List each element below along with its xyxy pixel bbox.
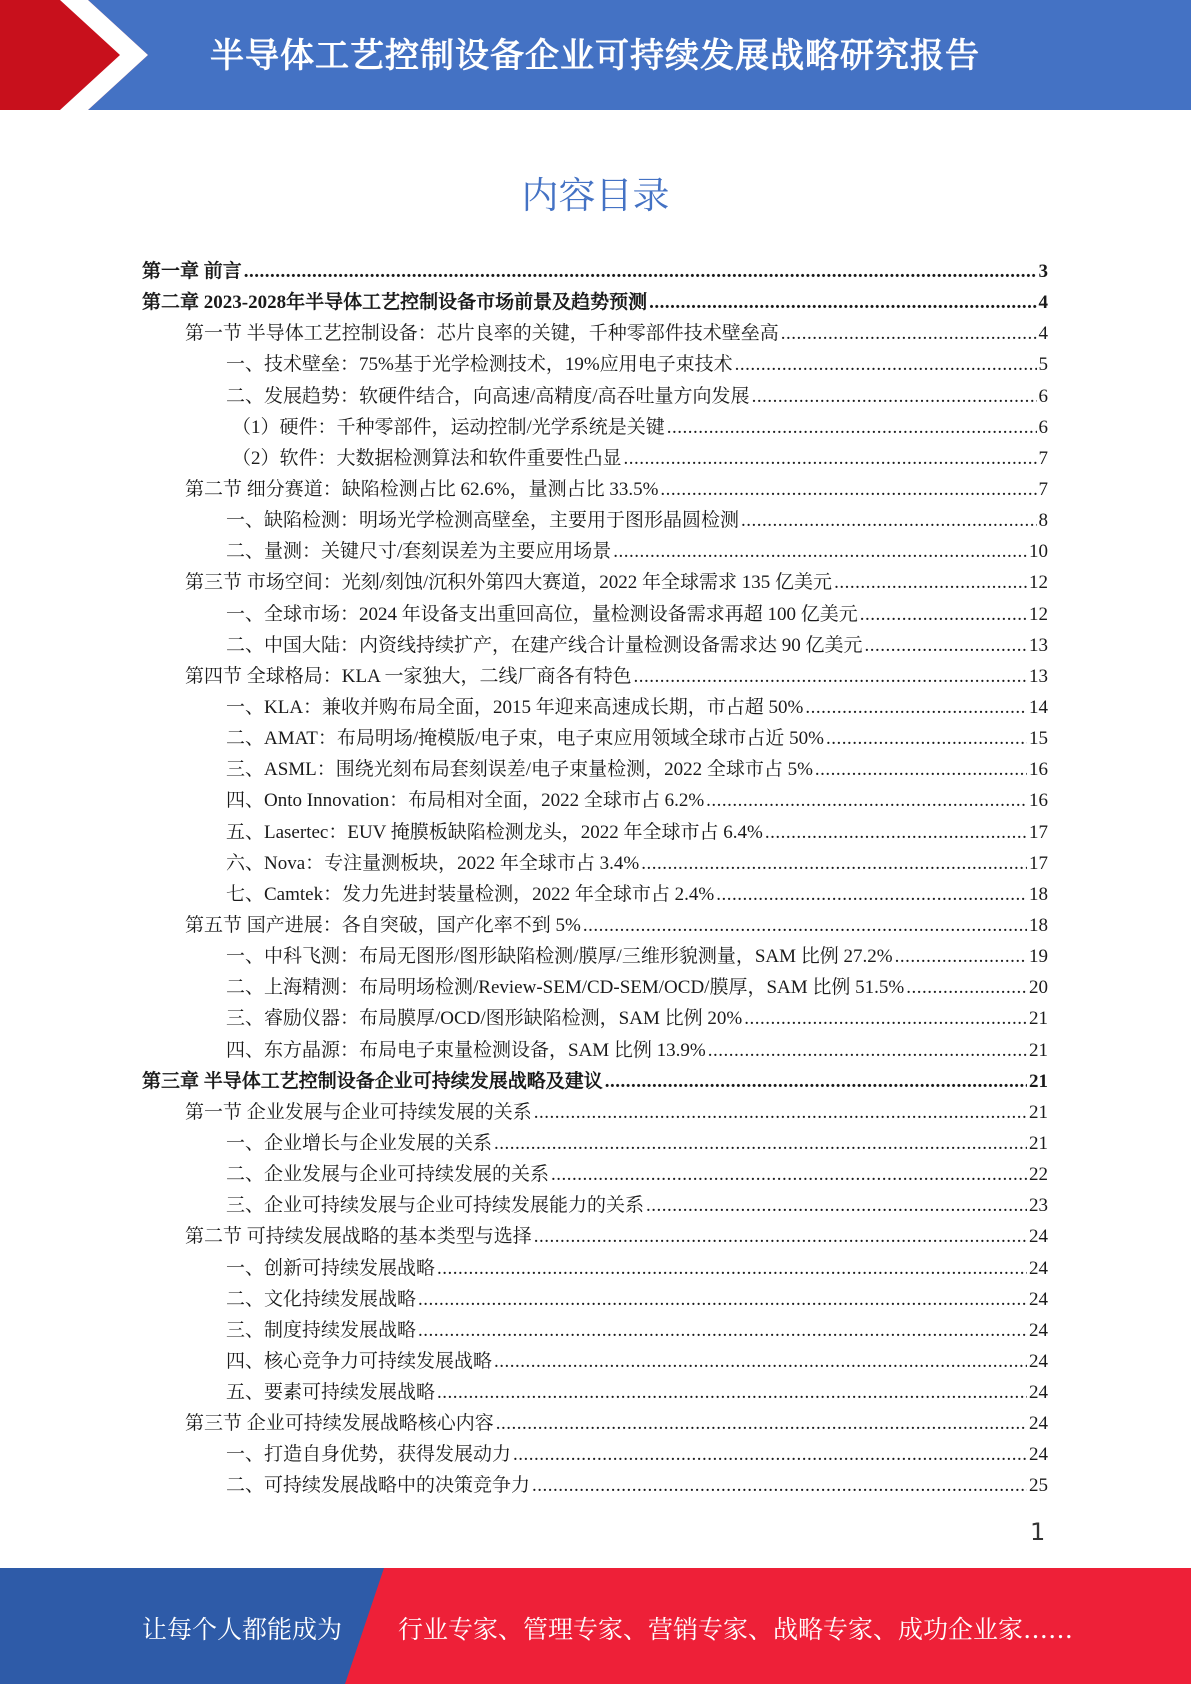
footer-slogan-left: 让每个人都能成为 (142, 1615, 343, 1644)
toc-entry-title: 一、打造自身优势，获得发展动力 (226, 1444, 512, 1466)
toc-entry-title: 第五节 国产进展：各自突破，国产化率不到 5% (185, 914, 581, 936)
toc-entry[interactable] (142, 1470, 1048, 1501)
toc-leader-dots (583, 910, 1027, 941)
toc-entry-page: 7 (1038, 447, 1048, 469)
toc-entry[interactable] (142, 567, 1048, 598)
toc-entry-title: 一、创新可持续发展战略 (226, 1257, 436, 1279)
toc-entry[interactable] (142, 630, 1048, 661)
report-title: 半导体工艺控制设备企业可持续发展战略研究报告 (210, 36, 980, 76)
toc-entry-page: 4 (1038, 323, 1048, 345)
toc-leader-dots (624, 443, 1037, 474)
toc-entry-title: 第二节 细分赛道：缺陷检测占比 62.6%，量测占比 33.5% (185, 478, 659, 500)
toc-entry-title: 四、东方晶源：布局电子束量检测设备，SAM 比例 13.9% (226, 1039, 706, 1061)
toc-entry-title: 二、量测：关键尺寸/套刻误差为主要应用场景 (226, 541, 612, 563)
toc-entry-title: 六、Nova：专注量测板块，2022 年全球市占 3.4% (226, 852, 640, 874)
toc-leader-dots (752, 381, 1037, 412)
toc-entry[interactable] (142, 412, 1048, 443)
toc-entry[interactable] (142, 1315, 1048, 1346)
toc-entry[interactable] (142, 1377, 1048, 1408)
toc-entry-title: （2）软件：大数据检测算法和软件重要性凸显 (232, 447, 622, 469)
toc-entry[interactable] (142, 1253, 1048, 1284)
toc-entry[interactable] (142, 1190, 1048, 1221)
toc-entry-page: 21 (1029, 1008, 1048, 1030)
toc-leader-dots (534, 1097, 1027, 1128)
toc-entry-title: （1）硬件：千种零部件，运动控制/光学系统是关键 (232, 416, 665, 438)
toc-entry[interactable] (142, 910, 1048, 941)
page-footer (0, 1568, 1191, 1684)
table-of-contents (142, 256, 1048, 1502)
toc-entry[interactable] (142, 723, 1048, 754)
toc-entry-title: 四、核心竞争力可持续发展战略 (226, 1350, 493, 1372)
toc-entry-page: 24 (1029, 1288, 1048, 1310)
toc-entry-page: 6 (1038, 416, 1048, 438)
toc-entry[interactable] (142, 1221, 1048, 1252)
toc-entry-page: 22 (1029, 1164, 1048, 1186)
toc-entry[interactable] (142, 599, 1048, 630)
toc-entry-page: 12 (1029, 572, 1048, 594)
toc-entry-page: 17 (1029, 821, 1048, 843)
toc-entry-title: 一、技术壁垒：75%基于光学检测技术，19%应用电子束技术 (226, 354, 733, 376)
toc-entry-title: 第四节 全球格局：KLA 一家独大，二线厂商各有特色 (185, 665, 632, 687)
toc-entry-page: 19 (1029, 946, 1048, 968)
toc-entry-page: 10 (1029, 541, 1048, 563)
toc-entry-title: 二、可持续发展战略中的决策竞争力 (226, 1475, 531, 1497)
toc-entry-title: 二、AMAT：布局明场/掩模版/电子束，电子束应用领域全球市占近 50% (226, 728, 824, 750)
toc-entry-page: 24 (1029, 1226, 1048, 1248)
toc-entry[interactable] (142, 474, 1048, 505)
toc-entry-page: 25 (1029, 1475, 1048, 1497)
toc-entry-page: 16 (1029, 790, 1048, 812)
page-header (0, 0, 1191, 110)
toc-entry-page: 21 (1029, 1039, 1048, 1061)
toc-entry[interactable] (142, 941, 1048, 972)
toc-leader-dots (667, 412, 1037, 443)
toc-leader-dots (716, 879, 1027, 910)
toc-entry[interactable] (142, 536, 1048, 567)
toc-entry-page: 5 (1038, 354, 1048, 376)
toc-entry-page: 8 (1038, 510, 1048, 532)
toc-leader-dots (534, 1221, 1027, 1252)
toc-entry-title: 第三节 企业可持续发展战略核心内容 (185, 1413, 494, 1435)
toc-entry-page: 24 (1029, 1382, 1048, 1404)
toc-entry-page: 17 (1029, 852, 1048, 874)
toc-entry-page: 14 (1029, 696, 1048, 718)
toc-leader-dots (805, 692, 1027, 723)
toc-entry-page: 12 (1029, 603, 1048, 625)
toc-entry-page: 18 (1029, 914, 1048, 936)
toc-leader-dots (765, 817, 1027, 848)
toc-leader-dots (906, 972, 1027, 1003)
toc-entry[interactable] (142, 318, 1048, 349)
toc-entry-title: 二、企业发展与企业可持续发展的关系 (226, 1164, 550, 1186)
toc-entry-title: 二、文化持续发展战略 (226, 1288, 417, 1310)
toc-entry-title: 二、中国大陆：内资线持续扩产，在建产线合计量检测设备需求达 90 亿美元 (226, 634, 863, 656)
toc-entry-page: 6 (1038, 385, 1048, 407)
toc-entry-title: 二、上海精测：布局明场检测/Review-SEM/CD-SEM/OCD/膜厚，SAM 比例 51.5% (226, 977, 905, 999)
toc-entry[interactable] (142, 1439, 1048, 1470)
toc-leader-dots (532, 1470, 1027, 1501)
toc-leader-dots (605, 1066, 1027, 1097)
toc-entry[interactable] (142, 661, 1048, 692)
toc-leader-dots (781, 318, 1037, 349)
toc-leader-dots (513, 1439, 1027, 1470)
toc-entry-page: 13 (1029, 665, 1048, 687)
toc-leader-dots (437, 1253, 1027, 1284)
toc-leader-dots (418, 1315, 1027, 1346)
toc-leader-dots (860, 599, 1027, 630)
toc-entry-title: 第一章 前言 (142, 261, 242, 282)
toc-entry-page: 24 (1029, 1444, 1048, 1466)
toc-entry-title: 五、Lasertec：EUV 掩膜板缺陷检测龙头，2022 年全球市占 6.4% (226, 821, 763, 843)
toc-leader-dots (437, 1377, 1027, 1408)
toc-entry-page: 16 (1029, 759, 1048, 781)
toc-entry[interactable] (142, 349, 1048, 380)
toc-entry-title: 一、全球市场：2024 年设备支出重回高位，量检测设备需求再超 100 亿美元 (226, 603, 858, 625)
toc-entry-title: 三、睿励仪器：布局膜厚/OCD/图形缺陷检测，SAM 比例 20% (226, 1008, 743, 1030)
toc-leader-dots (641, 848, 1027, 879)
toc-entry-page: 13 (1029, 634, 1048, 656)
toc-leader-dots (649, 287, 1036, 318)
toc-entry[interactable] (142, 505, 1048, 536)
toc-leader-dots (646, 1190, 1027, 1221)
toc-leader-dots (744, 1003, 1027, 1034)
toc-entry[interactable] (142, 879, 1048, 910)
toc-entry-page: 24 (1029, 1319, 1048, 1341)
toc-leader-dots (634, 661, 1027, 692)
toc-entry[interactable] (142, 754, 1048, 785)
toc-entry-title: 第二节 可持续发展战略的基本类型与选择 (185, 1226, 532, 1248)
toc-entry[interactable] (142, 817, 1048, 848)
toc-entry-title: 一、KLA：兼收并购布局全面，2015 年迎来高速成长期，市占超 50% (226, 696, 804, 718)
page-number: 1 (1030, 1518, 1046, 1546)
toc-entry-page: 24 (1029, 1257, 1048, 1279)
toc-entry[interactable] (142, 1284, 1048, 1315)
toc-leader-dots (706, 785, 1027, 816)
toc-heading: 内容目录 (521, 174, 670, 217)
toc-entry-page: 18 (1029, 883, 1048, 905)
toc-entry-title: 第二章 2023-2028年半导体工艺控制设备市场前景及趋势预测 (142, 292, 648, 314)
toc-entry-title: 第三章 半导体工艺控制设备企业可持续发展战略及建议 (142, 1070, 603, 1092)
toc-entry[interactable] (142, 1346, 1048, 1377)
toc-entry[interactable] (142, 1035, 1048, 1066)
toc-entry-page: 21 (1029, 1070, 1048, 1092)
toc-leader-dots (496, 1408, 1027, 1439)
toc-leader-dots (826, 723, 1027, 754)
toc-leader-dots (815, 754, 1027, 785)
toc-entry-title: 三、ASML：围绕光刻布局套刻误差/电子束量检测，2022 全球市占 5% (226, 759, 813, 781)
toc-entry[interactable] (142, 785, 1048, 816)
toc-entry[interactable] (142, 1097, 1048, 1128)
toc-entry-title: 一、中科飞测：布局无图形/图形缺陷检测/膜厚/三维形貌测量，SAM 比例 27.2% (226, 946, 893, 968)
toc-leader-dots (708, 1035, 1027, 1066)
footer-slogan-right: 行业专家、管理专家、营销专家、战略专家、成功企业家…… (398, 1615, 1074, 1644)
toc-entry[interactable] (142, 381, 1048, 412)
toc-leader-dots (494, 1128, 1027, 1159)
toc-entry-title: 一、缺陷检测：明场光学检测高壁垒，主要用于图形晶圆检测 (226, 510, 740, 532)
toc-entry-title: 四、Onto Innovation：布局相对全面，2022 全球市占 6.2% (226, 790, 705, 812)
toc-entry[interactable] (142, 1066, 1048, 1097)
toc-entry-page: 4 (1038, 292, 1048, 314)
toc-leader-dots (895, 941, 1027, 972)
toc-entry-page: 23 (1029, 1195, 1048, 1217)
toc-entry-title: 第一节 半导体工艺控制设备：芯片良率的关键，千种零部件技术壁垒高 (185, 323, 779, 345)
toc-entry-title: 五、要素可持续发展战略 (226, 1382, 436, 1404)
toc-entry[interactable] (142, 287, 1048, 318)
toc-entry[interactable] (142, 1128, 1048, 1159)
toc-entry[interactable] (142, 972, 1048, 1003)
toc-leader-dots (551, 1159, 1027, 1190)
toc-entry[interactable] (142, 256, 1048, 287)
toc-leader-dots (660, 474, 1036, 505)
toc-entry[interactable] (142, 692, 1048, 723)
toc-entry[interactable] (142, 1408, 1048, 1439)
toc-entry-title: 七、Camtek：发力先进封装量检测，2022 年全球市占 2.4% (226, 883, 715, 905)
toc-entry-title: 第一节 企业发展与企业可持续发展的关系 (185, 1101, 532, 1123)
toc-entry-title: 三、企业可持续发展与企业可持续发展能力的关系 (226, 1195, 645, 1217)
toc-entry-page: 7 (1038, 478, 1048, 500)
toc-entry-page: 20 (1029, 977, 1048, 999)
toc-entry-page: 21 (1029, 1101, 1048, 1123)
toc-leader-dots (613, 536, 1027, 567)
toc-leader-dots (244, 256, 1037, 287)
toc-entry-page: 3 (1038, 261, 1048, 282)
toc-entry-page: 24 (1029, 1413, 1048, 1435)
toc-entry-title: 二、发展趋势：软硬件结合，向高速/高精度/高吞吐量方向发展 (226, 385, 750, 407)
toc-entry[interactable] (142, 443, 1048, 474)
toc-leader-dots (834, 567, 1027, 598)
toc-entry[interactable] (142, 1159, 1048, 1190)
toc-entry-page: 15 (1029, 728, 1048, 750)
toc-leader-dots (735, 349, 1037, 380)
toc-entry-title: 一、企业增长与企业发展的关系 (226, 1132, 493, 1154)
toc-entry[interactable] (142, 1003, 1048, 1034)
toc-entry-page: 24 (1029, 1350, 1048, 1372)
toc-entry-title: 第三节 市场空间：光刻/刻蚀/沉积外第四大赛道，2022 年全球需求 135 亿美元 (185, 572, 833, 594)
toc-leader-dots (865, 630, 1027, 661)
toc-entry[interactable] (142, 848, 1048, 879)
toc-leader-dots (494, 1346, 1027, 1377)
toc-entry-title: 三、制度持续发展战略 (226, 1319, 417, 1341)
toc-entry-page: 21 (1029, 1132, 1048, 1154)
toc-leader-dots (418, 1284, 1027, 1315)
toc-leader-dots (741, 505, 1036, 536)
